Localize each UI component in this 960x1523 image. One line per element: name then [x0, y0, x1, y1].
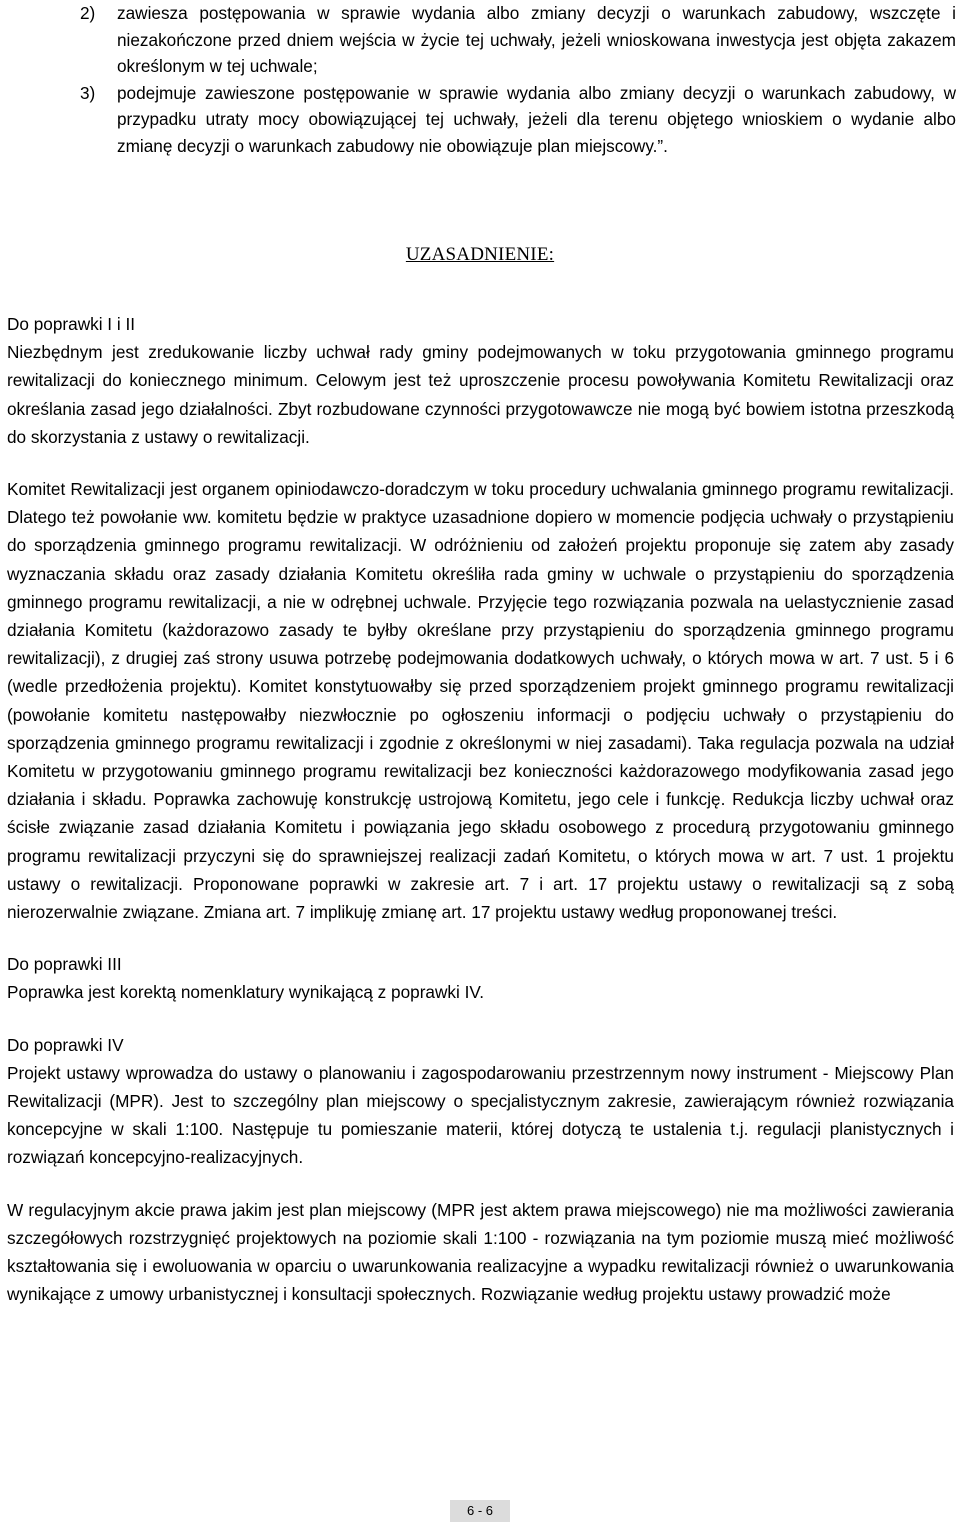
paragraph: Projekt ustawy wprowadza do ustawy o planowaniu i zagospodarowaniu przestrzennym nowy instrument - Miejscowy Plan Rewitalizacji (MPR). Jest to szczególny plan miejscowy o specjalistycznym zakresie, zawierającym również rozwiązania koncepcyjne w skali 1:100. Następuje tu pomieszanie materii, której dotyczą te ustalenia t.j. regulacji planistycznych i rozwiązań koncepcyjno-realizacyjnych.: [7, 1062, 954, 1168]
paragraph: Poprawka jest korektą nomenklatury wynikającą z poprawki IV.: [7, 982, 485, 1003]
paragraph: Niezbędnym jest zredukowanie liczby uchwał rady gminy podejmowanych w toku przygotowania gminnego programu rewitalizacji do koniecznego minimum. Celowym jest też uproszczenie procesu powoływania Komitetu Rewitalizacji oraz określania zasad jego działalności. Zbyt rozbudowane czynności przygotowawcze nie mogą być bowiem istotna przeszkodą do skorzystania z ustawy o rewitalizacji.: [7, 342, 954, 447]
paragraph: Komitet Rewitalizacji jest organem opiniodawczo-doradczym w toku procedury uchwalania gminnego programu rewitalizacji. Dlatego też powołanie ww. komitetu będzie w praktyce uzasadnione dopiero w momencie podjęcia uchwały o przystąpieniu do sporządzenia gminnego programu rewitalizacji. W odróżnieniu od założeń projektu proponuje się zatem aby zasady wyznaczania składu oraz zasady działania Komitetu określiła rada gminy w uchwale o przystąpieniu do sporządzenia gminnego programu rewitalizacji, a nie w odrębnej uchwale. Przyjęcie tego rozwiązania pozwala na uelastycznienie zasad działania Komitetu (każdorazowo zasady te byłby określane przy przystąpieniu do sporządzenia gminnego programu rewitalizacji), z drugiej zaś strony usuwa potrzebę podejmowania dodatkowych uchwały, o których mowa w art. 7 ust. 5 i 6 (wedle przedłożenia projektu). Komitet konstytuowałby się przed sporządzeniem projekt gminnego programu rewitalizacji (powołanie komitetu następowałby niezwłocznie po ogłoszeniu informacji o podjęciu uchwały o przystąpieniu do sporządzenia gminnego programu rewitalizacji i zgodnie z określonymi w niej zasadami). Taka regulacja pozwala na udział Komitetu w przygotowaniu gminnego programu rewitalizacji bez konieczności każdorazowego modyfikowania zasad jego działania i składu. Poprawka zachowuję konstrukcję ustrojową Komitetu, jego cele i funkcję. Redukcja liczby uchwał oraz ścisłe związanie zasad działania Komitetu i powiązania jego składu osobowego z procedurą przygotowaniu gminnego programu rewitalizacji przyczyni się do sprawniejszej realizacji zadań Komitetu, o których mowa w art. 7 ust. 1 projektu ustawy o rewitalizacji. Proponowane poprawki w zakresie art. 7 i art. 17 projektu ustawy o rewitalizacji są z sobą nierozerwalnie związane. Zmiana art. 7 implikuję zmianę art. 17 projektu ustawy według proponowanej treści.: [7, 479, 954, 923]
subsection-title: Do poprawki I i II: [7, 314, 135, 334]
page-number: 6 - 6: [450, 1500, 510, 1522]
list-item-number: 2): [80, 3, 96, 23]
list-item: [80, 0, 956, 80]
section-heading: UZASADNIENIE:: [405, 244, 555, 265]
paragraph: W regulacyjnym akcie prawa jakim jest plan miejscowy (MPR jest aktem prawa miejscowego) nie ma możliwości zawierania szczegółowych rozstrzygnięć projektowych na poziomie skali 1:100 - rozwiązania na tym poziomie muszą mieć możliwość kształtowania się i ewoluowania w oparciu o uwarunkowania realizacyjne a wypadku rewitalizacji również o uwarunkowania wynikające z umowy urbanistycznej i konsultacji społecznych. Rozwiązanie według projektu ustawy prowadzić może: [7, 1199, 954, 1305]
list-item-number: 3): [80, 82, 96, 103]
list-item-text: zawiesza postępowania w sprawie wydania albo zmiany decyzji o warunkach zabudowy, wszczęte i niezakończone przed dniem wejścia w życie tej uchwały, jeżeli wnioskowana inwestycja jest objęta zakazem określonym w tej uchwale;: [117, 3, 956, 76]
subsection-title: Do poprawki IV: [7, 1034, 124, 1055]
numbered-list: [80, 0, 956, 159]
list-item-text: podejmuje zawieszone postępowanie w sprawie wydania albo zmiany decyzji o warunkach zabudowy, w przypadku utraty mocy obowiązującej tej uchwały, jeżeli dla terenu objętego wnioskiem o wydanie albo zmianę decyzji o warunkach zabudowy nie obowiązuje plan miejscowy.”.: [117, 82, 956, 156]
subsection-title: Do poprawki III: [7, 954, 122, 975]
document-body: [7, 310, 954, 1309]
list-item: [80, 80, 956, 160]
